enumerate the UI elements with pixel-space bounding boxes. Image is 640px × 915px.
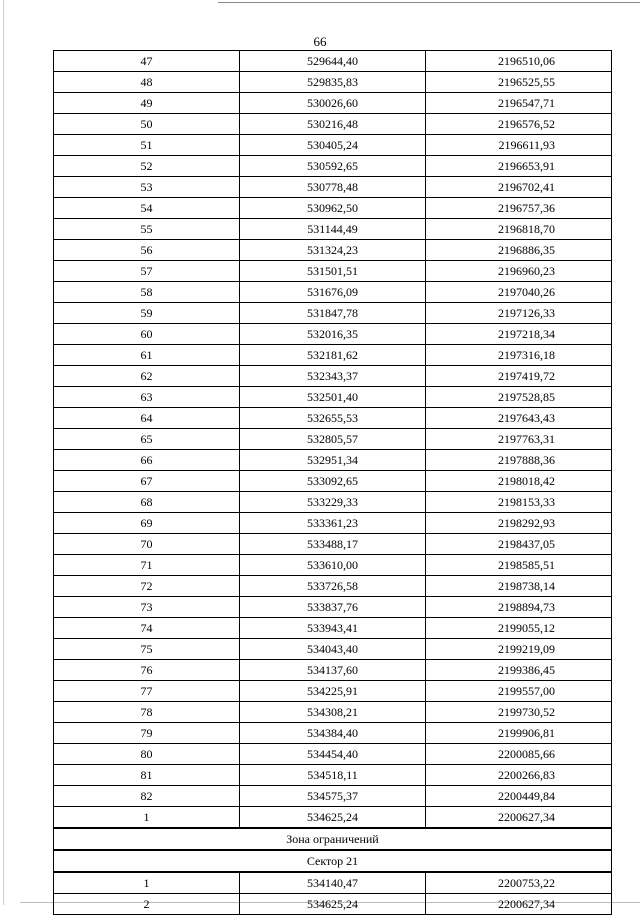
x-coordinate-cell: 533229,33 — [240, 492, 426, 513]
table-row — [54, 324, 612, 345]
table-row — [54, 660, 612, 681]
point-number-cell: 1 — [54, 807, 240, 829]
y-coordinate-cell: 2196757,36 — [426, 198, 612, 219]
point-number-cell: 79 — [54, 723, 240, 744]
point-number-cell: 53 — [54, 177, 240, 198]
y-coordinate-cell: 2196818,70 — [426, 219, 612, 240]
point-number-cell: 47 — [54, 51, 240, 72]
point-number-cell: 60 — [54, 324, 240, 345]
point-number-cell: 81 — [54, 765, 240, 786]
point-number-cell: 74 — [54, 618, 240, 639]
y-coordinate-cell: 2196525,55 — [426, 72, 612, 93]
table-row — [54, 534, 612, 555]
table-row — [54, 872, 612, 894]
point-number-cell: 76 — [54, 660, 240, 681]
point-number-cell: 49 — [54, 93, 240, 114]
x-coordinate-cell: 534140,47 — [240, 872, 426, 894]
sector-table-body — [54, 872, 612, 915]
y-coordinate-cell: 2200627,34 — [426, 894, 612, 915]
y-coordinate-cell: 2196960,23 — [426, 261, 612, 282]
y-coordinate-cell: 2196510,06 — [426, 51, 612, 72]
x-coordinate-cell: 534043,40 — [240, 639, 426, 660]
x-coordinate-cell: 534384,40 — [240, 723, 426, 744]
y-coordinate-cell: 2198437,05 — [426, 534, 612, 555]
table-row — [54, 261, 612, 282]
x-coordinate-cell: 531676,09 — [240, 282, 426, 303]
y-coordinate-cell: 2197419,72 — [426, 366, 612, 387]
x-coordinate-cell: 530778,48 — [240, 177, 426, 198]
table-row — [54, 303, 612, 324]
x-coordinate-cell: 532501,40 — [240, 387, 426, 408]
point-number-cell: 48 — [54, 72, 240, 93]
y-coordinate-cell: 2199906,81 — [426, 723, 612, 744]
y-coordinate-cell: 2196886,35 — [426, 240, 612, 261]
y-coordinate-cell: 2197126,33 — [426, 303, 612, 324]
y-coordinate-cell: 2199730,52 — [426, 702, 612, 723]
table-row — [54, 639, 612, 660]
table-row — [54, 723, 612, 744]
x-coordinate-cell: 534225,91 — [240, 681, 426, 702]
table-row — [54, 219, 612, 240]
x-coordinate-cell: 532016,35 — [240, 324, 426, 345]
sector-heading-row — [54, 850, 612, 872]
page-top-edge — [218, 2, 640, 3]
x-coordinate-cell: 530592,65 — [240, 156, 426, 177]
point-number-cell: 78 — [54, 702, 240, 723]
y-coordinate-cell: 2198738,14 — [426, 576, 612, 597]
y-coordinate-cell: 2196611,93 — [426, 135, 612, 156]
table-row — [54, 345, 612, 366]
x-coordinate-cell: 532343,37 — [240, 366, 426, 387]
y-coordinate-cell: 2197888,36 — [426, 450, 612, 471]
y-coordinate-cell: 2198292,93 — [426, 513, 612, 534]
y-coordinate-cell: 2200266,83 — [426, 765, 612, 786]
y-coordinate-cell: 2198018,42 — [426, 471, 612, 492]
y-coordinate-cell: 2199219,09 — [426, 639, 612, 660]
y-coordinate-cell: 2200449,84 — [426, 786, 612, 807]
point-number-cell: 68 — [54, 492, 240, 513]
table-row — [54, 429, 612, 450]
x-coordinate-cell: 530962,50 — [240, 198, 426, 219]
table-row — [54, 93, 612, 114]
page-number: 66 — [313, 34, 327, 49]
point-number-cell: 59 — [54, 303, 240, 324]
x-coordinate-cell: 534625,24 — [240, 807, 426, 829]
y-coordinate-cell: 2197316,18 — [426, 345, 612, 366]
x-coordinate-cell: 529835,83 — [240, 72, 426, 93]
table-row — [54, 240, 612, 261]
x-coordinate-cell: 534518,11 — [240, 765, 426, 786]
point-number-cell: 52 — [54, 156, 240, 177]
x-coordinate-cell: 534137,60 — [240, 660, 426, 681]
x-coordinate-cell: 533726,58 — [240, 576, 426, 597]
table-row — [54, 702, 612, 723]
point-number-cell: 54 — [54, 198, 240, 219]
table-row — [54, 492, 612, 513]
y-coordinate-cell: 2199386,45 — [426, 660, 612, 681]
x-coordinate-cell: 530216,48 — [240, 114, 426, 135]
point-number-cell: 70 — [54, 534, 240, 555]
table-row — [54, 387, 612, 408]
y-coordinate-cell: 2199557,00 — [426, 681, 612, 702]
table-row — [54, 681, 612, 702]
x-coordinate-cell: 531324,23 — [240, 240, 426, 261]
coordinates-table — [53, 50, 612, 915]
table-row — [54, 597, 612, 618]
point-number-cell: 2 — [54, 894, 240, 915]
x-coordinate-cell: 533943,41 — [240, 618, 426, 639]
y-coordinate-cell: 2200085,66 — [426, 744, 612, 765]
table-row — [54, 282, 612, 303]
y-coordinate-cell: 2200627,34 — [426, 807, 612, 829]
y-coordinate-cell: 2197763,31 — [426, 429, 612, 450]
y-coordinate-cell: 2197528,85 — [426, 387, 612, 408]
y-coordinate-cell: 2196653,91 — [426, 156, 612, 177]
table-row — [54, 471, 612, 492]
table-row — [54, 807, 612, 829]
table-row — [54, 51, 612, 72]
x-coordinate-cell: 533837,76 — [240, 597, 426, 618]
point-number-cell: 58 — [54, 282, 240, 303]
table-row — [54, 555, 612, 576]
point-number-cell: 80 — [54, 744, 240, 765]
point-number-cell: 51 — [54, 135, 240, 156]
x-coordinate-cell: 530405,24 — [240, 135, 426, 156]
x-coordinate-cell: 531501,51 — [240, 261, 426, 282]
x-coordinate-cell: 531847,78 — [240, 303, 426, 324]
table-row — [54, 177, 612, 198]
point-number-cell: 63 — [54, 387, 240, 408]
point-number-cell: 1 — [54, 872, 240, 894]
point-number-cell: 77 — [54, 681, 240, 702]
x-coordinate-cell: 529644,40 — [240, 51, 426, 72]
x-coordinate-cell: 534575,37 — [240, 786, 426, 807]
point-number-cell: 72 — [54, 576, 240, 597]
x-coordinate-cell: 533488,17 — [240, 534, 426, 555]
point-number-cell: 62 — [54, 366, 240, 387]
table-row — [54, 408, 612, 429]
point-number-cell: 57 — [54, 261, 240, 282]
y-coordinate-cell: 2196702,41 — [426, 177, 612, 198]
table-row — [54, 450, 612, 471]
zone-heading-row — [54, 828, 612, 850]
y-coordinate-cell: 2197040,26 — [426, 282, 612, 303]
x-coordinate-cell: 534625,24 — [240, 894, 426, 915]
x-coordinate-cell: 532951,34 — [240, 450, 426, 471]
table-row — [54, 198, 612, 219]
x-coordinate-cell: 530026,60 — [240, 93, 426, 114]
point-number-cell: 69 — [54, 513, 240, 534]
x-coordinate-cell: 531144,49 — [240, 219, 426, 240]
x-coordinate-cell: 534454,40 — [240, 744, 426, 765]
point-number-cell: 64 — [54, 408, 240, 429]
y-coordinate-cell: 2197643,43 — [426, 408, 612, 429]
point-number-cell: 55 — [54, 219, 240, 240]
y-coordinate-cell: 2196576,52 — [426, 114, 612, 135]
y-coordinate-cell: 2198585,51 — [426, 555, 612, 576]
point-number-cell: 66 — [54, 450, 240, 471]
x-coordinate-cell: 532181,62 — [240, 345, 426, 366]
point-number-cell: 73 — [54, 597, 240, 618]
table-row — [54, 135, 612, 156]
point-number-cell: 71 — [54, 555, 240, 576]
table-row — [54, 156, 612, 177]
table-row — [54, 114, 612, 135]
x-coordinate-cell: 532655,53 — [240, 408, 426, 429]
x-coordinate-cell: 533092,65 — [240, 471, 426, 492]
y-coordinate-cell: 2198153,33 — [426, 492, 612, 513]
point-number-cell: 61 — [54, 345, 240, 366]
point-number-cell: 67 — [54, 471, 240, 492]
x-coordinate-cell: 534308,21 — [240, 702, 426, 723]
point-number-cell: 82 — [54, 786, 240, 807]
table-row — [54, 618, 612, 639]
y-coordinate-cell: 2197218,34 — [426, 324, 612, 345]
table-row — [54, 366, 612, 387]
x-coordinate-cell: 533361,23 — [240, 513, 426, 534]
table-row — [54, 576, 612, 597]
page-left-edge — [3, 0, 4, 905]
table-row — [54, 744, 612, 765]
zone-heading: Зона ограничений — [54, 828, 612, 850]
point-number-cell: 65 — [54, 429, 240, 450]
x-coordinate-cell: 532805,57 — [240, 429, 426, 450]
coordinates-table-body — [54, 51, 612, 829]
sector-heading: Сектор 21 — [54, 850, 612, 872]
y-coordinate-cell: 2198894,73 — [426, 597, 612, 618]
point-number-cell: 50 — [54, 114, 240, 135]
x-coordinate-cell: 533610,00 — [240, 555, 426, 576]
table-row — [54, 513, 612, 534]
point-number-cell: 75 — [54, 639, 240, 660]
table-row — [54, 765, 612, 786]
table-row — [54, 894, 612, 915]
zone-section — [54, 828, 612, 872]
table-row — [54, 786, 612, 807]
y-coordinate-cell: 2196547,71 — [426, 93, 612, 114]
table-row — [54, 72, 612, 93]
y-coordinate-cell: 2200753,22 — [426, 872, 612, 894]
point-number-cell: 56 — [54, 240, 240, 261]
y-coordinate-cell: 2199055,12 — [426, 618, 612, 639]
